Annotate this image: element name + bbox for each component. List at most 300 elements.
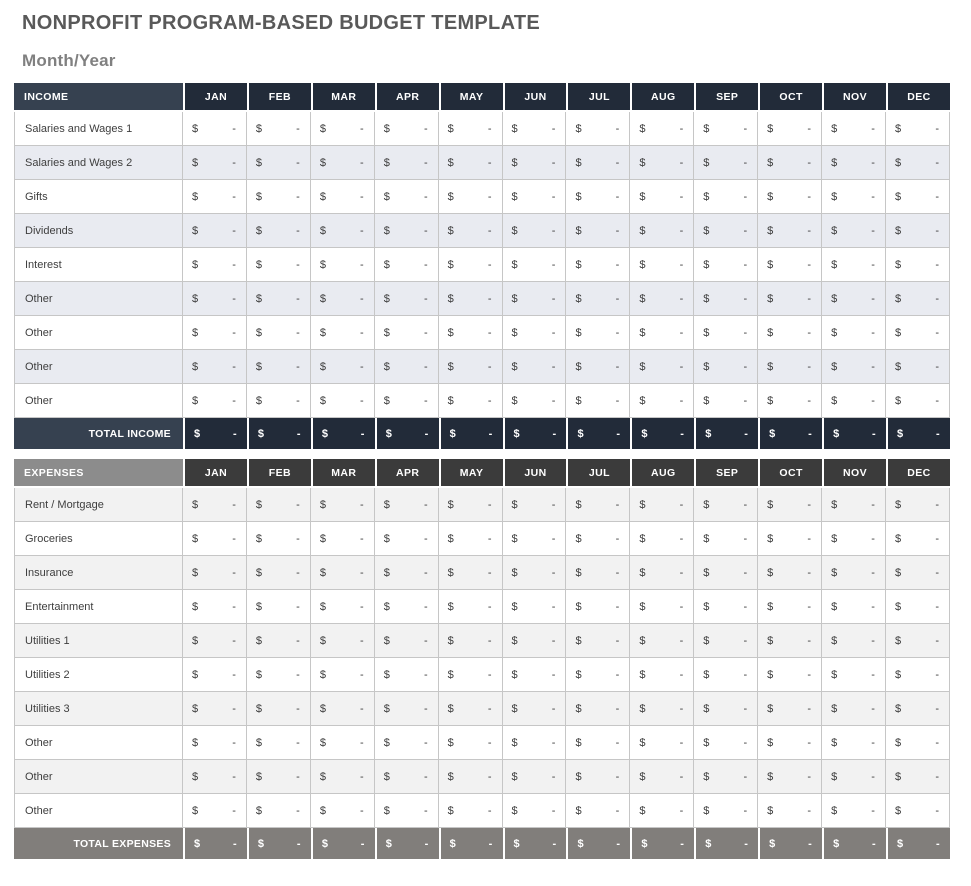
currency-symbol: $ bbox=[255, 360, 263, 373]
amount-cell-oct[interactable] bbox=[758, 726, 822, 760]
amount-cell-apr[interactable] bbox=[375, 624, 439, 658]
amount-cell-aug[interactable] bbox=[630, 112, 694, 146]
amount-cell-apr[interactable] bbox=[375, 384, 439, 418]
amount-value: - bbox=[935, 498, 939, 511]
amount-cell-dec[interactable] bbox=[886, 180, 950, 214]
amount-cell-oct[interactable] bbox=[758, 214, 822, 248]
amount-cell-feb[interactable] bbox=[247, 384, 311, 418]
amount-cell-jul[interactable] bbox=[566, 726, 630, 760]
amount-cell-dec[interactable] bbox=[886, 726, 950, 760]
amount-cell-aug[interactable] bbox=[630, 556, 694, 590]
amount-cell-jan[interactable] bbox=[183, 180, 247, 214]
amount-cell-jun[interactable] bbox=[503, 180, 567, 214]
amount-cell-nov[interactable] bbox=[822, 726, 886, 760]
currency-symbol: $ bbox=[513, 427, 520, 440]
amount-value: - bbox=[935, 190, 939, 203]
amount-cell-oct[interactable] bbox=[758, 658, 822, 692]
amount-cell-aug[interactable] bbox=[630, 248, 694, 282]
amount-value: - bbox=[807, 566, 812, 579]
amount-cell-jan[interactable] bbox=[183, 726, 247, 760]
amount-cell-sep[interactable] bbox=[694, 488, 758, 522]
amount-cell-mar[interactable] bbox=[311, 146, 375, 180]
amount-value: - bbox=[232, 394, 236, 407]
expenses-row-label: Entertainment bbox=[14, 590, 183, 624]
amount-cell-sep[interactable] bbox=[694, 590, 758, 624]
amount-cell-jan[interactable] bbox=[183, 112, 247, 146]
currency-symbol: $ bbox=[833, 427, 840, 440]
amount-cell-aug[interactable] bbox=[630, 624, 694, 658]
total-amount-cell-may bbox=[439, 828, 503, 859]
expenses-row-label: Utilities 1 bbox=[14, 624, 183, 658]
currency-symbol: $ bbox=[511, 224, 518, 237]
amount-cell-feb[interactable] bbox=[247, 760, 311, 794]
total-amount-cell-aug bbox=[630, 418, 694, 449]
amount-cell-jun[interactable] bbox=[503, 590, 567, 624]
amount-cell-oct[interactable] bbox=[758, 112, 822, 146]
amount-cell-mar[interactable] bbox=[311, 112, 375, 146]
amount-cell-feb[interactable] bbox=[247, 522, 311, 556]
amount-cell-may[interactable] bbox=[439, 726, 503, 760]
amount-cell-sep[interactable] bbox=[694, 248, 758, 282]
amount-cell-feb[interactable] bbox=[247, 248, 311, 282]
amount-cell-may[interactable] bbox=[439, 350, 503, 384]
currency-symbol: $ bbox=[255, 292, 263, 305]
amount-cell-mar[interactable] bbox=[311, 794, 375, 828]
amount-cell-apr[interactable] bbox=[375, 282, 439, 316]
amount-cell-jan[interactable] bbox=[183, 590, 247, 624]
amount-cell-aug[interactable] bbox=[630, 794, 694, 828]
amount-cell-oct[interactable] bbox=[758, 282, 822, 316]
amount-cell-oct[interactable] bbox=[758, 760, 822, 794]
amount-cell-jul[interactable] bbox=[566, 692, 630, 726]
currency-symbol: $ bbox=[447, 258, 454, 271]
currency-symbol: $ bbox=[447, 770, 454, 783]
amount-cell-jan[interactable] bbox=[183, 146, 247, 180]
amount-cell-aug[interactable] bbox=[630, 692, 694, 726]
amount-cell-aug[interactable] bbox=[630, 488, 694, 522]
amount-cell-jun[interactable] bbox=[503, 760, 567, 794]
amount-cell-sep[interactable] bbox=[694, 726, 758, 760]
currency-symbol: $ bbox=[831, 498, 838, 511]
amount-cell-may[interactable] bbox=[439, 760, 503, 794]
amount-cell-mar[interactable] bbox=[311, 522, 375, 556]
amount-cell-jan[interactable] bbox=[183, 658, 247, 692]
amount-cell-may[interactable] bbox=[439, 692, 503, 726]
amount-cell-aug[interactable] bbox=[630, 180, 694, 214]
amount-cell-apr[interactable] bbox=[375, 488, 439, 522]
amount-cell-apr[interactable] bbox=[375, 180, 439, 214]
amount-cell-feb[interactable] bbox=[247, 316, 311, 350]
amount-cell-feb[interactable] bbox=[247, 180, 311, 214]
amount-cell-jan[interactable] bbox=[183, 350, 247, 384]
amount-cell-sep[interactable] bbox=[694, 282, 758, 316]
amount-cell-dec[interactable] bbox=[886, 556, 950, 590]
amount-cell-jun[interactable] bbox=[503, 692, 567, 726]
amount-cell-dec[interactable] bbox=[886, 624, 950, 658]
amount-cell-mar[interactable] bbox=[311, 488, 375, 522]
amount-cell-aug[interactable] bbox=[630, 384, 694, 418]
amount-cell-jul[interactable] bbox=[566, 760, 630, 794]
amount-cell-sep[interactable] bbox=[694, 794, 758, 828]
amount-value: - bbox=[615, 122, 620, 135]
amount-cell-aug[interactable] bbox=[630, 282, 694, 316]
amount-cell-jul[interactable] bbox=[566, 794, 630, 828]
currency-symbol: $ bbox=[321, 837, 329, 850]
amount-value: - bbox=[487, 190, 492, 203]
amount-cell-nov[interactable] bbox=[822, 488, 886, 522]
amount-cell-mar[interactable] bbox=[311, 624, 375, 658]
amount-cell-apr[interactable] bbox=[375, 146, 439, 180]
amount-cell-apr[interactable] bbox=[375, 556, 439, 590]
amount-cell-apr[interactable] bbox=[375, 760, 439, 794]
amount-cell-dec[interactable] bbox=[886, 384, 950, 418]
amount-value: - bbox=[487, 360, 492, 373]
amount-cell-jun[interactable] bbox=[503, 726, 567, 760]
amount-cell-sep[interactable] bbox=[694, 384, 758, 418]
amount-cell-may[interactable] bbox=[439, 214, 503, 248]
amount-cell-oct[interactable] bbox=[758, 146, 822, 180]
amount-cell-dec[interactable] bbox=[886, 112, 950, 146]
amount-value: - bbox=[871, 702, 875, 715]
amount-value: - bbox=[935, 156, 939, 169]
amount-cell-nov[interactable] bbox=[822, 214, 886, 248]
currency-symbol: $ bbox=[703, 702, 710, 715]
amount-cell-may[interactable] bbox=[439, 488, 503, 522]
amount-cell-nov[interactable] bbox=[822, 760, 886, 794]
amount-cell-dec[interactable] bbox=[886, 590, 950, 624]
amount-cell-jun[interactable] bbox=[503, 350, 567, 384]
amount-value: - bbox=[679, 224, 684, 237]
amount-cell-nov[interactable] bbox=[822, 248, 886, 282]
amount-cell-jul[interactable] bbox=[566, 556, 630, 590]
amount-cell-nov[interactable] bbox=[822, 794, 886, 828]
amount-cell-jan[interactable] bbox=[183, 556, 247, 590]
amount-value: - bbox=[871, 566, 875, 579]
currency-symbol: $ bbox=[894, 702, 902, 715]
amount-cell-may[interactable] bbox=[439, 384, 503, 418]
amount-cell-sep[interactable] bbox=[694, 556, 758, 590]
currency-symbol: $ bbox=[894, 258, 902, 271]
amount-cell-jun[interactable] bbox=[503, 624, 567, 658]
currency-symbol: $ bbox=[575, 770, 582, 783]
amount-cell-feb[interactable] bbox=[247, 214, 311, 248]
amount-cell-jul[interactable] bbox=[566, 384, 630, 418]
month-header-sep: SEP bbox=[694, 459, 758, 488]
amount-cell-jun[interactable] bbox=[503, 488, 567, 522]
currency-symbol: $ bbox=[192, 804, 199, 817]
amount-cell-aug[interactable] bbox=[630, 658, 694, 692]
amount-cell-dec[interactable] bbox=[886, 282, 950, 316]
amount-cell-aug[interactable] bbox=[630, 214, 694, 248]
amount-cell-jun[interactable] bbox=[503, 556, 567, 590]
amount-value: - bbox=[551, 394, 556, 407]
amount-cell-may[interactable] bbox=[439, 658, 503, 692]
amount-cell-dec[interactable] bbox=[886, 522, 950, 556]
amount-cell-dec[interactable] bbox=[886, 316, 950, 350]
amount-cell-nov[interactable] bbox=[822, 350, 886, 384]
amount-value: - bbox=[743, 634, 748, 647]
total-amount-cell-feb bbox=[247, 418, 311, 449]
amount-cell-jun[interactable] bbox=[503, 282, 567, 316]
currency-symbol: $ bbox=[575, 702, 582, 715]
amount-cell-feb[interactable] bbox=[247, 146, 311, 180]
income-total-label: TOTAL INCOME bbox=[14, 418, 183, 449]
amount-cell-nov[interactable] bbox=[822, 180, 886, 214]
amount-cell-jul[interactable] bbox=[566, 214, 630, 248]
amount-cell-jul[interactable] bbox=[566, 488, 630, 522]
amount-cell-may[interactable] bbox=[439, 282, 503, 316]
amount-value: - bbox=[296, 837, 301, 850]
amount-value: - bbox=[423, 634, 428, 647]
amount-cell-may[interactable] bbox=[439, 522, 503, 556]
amount-cell-mar[interactable] bbox=[311, 282, 375, 316]
amount-value: - bbox=[487, 736, 492, 749]
amount-cell-mar[interactable] bbox=[311, 248, 375, 282]
amount-cell-oct[interactable] bbox=[758, 384, 822, 418]
amount-value: - bbox=[807, 224, 812, 237]
amount-cell-mar[interactable] bbox=[311, 556, 375, 590]
amount-cell-apr[interactable] bbox=[375, 214, 439, 248]
amount-cell-may[interactable] bbox=[439, 590, 503, 624]
income-row bbox=[14, 112, 950, 146]
amount-cell-apr[interactable] bbox=[375, 522, 439, 556]
amount-cell-feb[interactable] bbox=[247, 350, 311, 384]
amount-cell-apr[interactable] bbox=[375, 692, 439, 726]
currency-symbol: $ bbox=[831, 360, 838, 373]
amount-cell-mar[interactable] bbox=[311, 760, 375, 794]
amount-cell-nov[interactable] bbox=[822, 692, 886, 726]
amount-cell-feb[interactable] bbox=[247, 624, 311, 658]
amount-cell-sep[interactable] bbox=[694, 316, 758, 350]
amount-cell-sep[interactable] bbox=[694, 214, 758, 248]
expenses-row-label: Utilities 2 bbox=[14, 658, 183, 692]
amount-cell-may[interactable] bbox=[439, 556, 503, 590]
amount-cell-mar[interactable] bbox=[311, 726, 375, 760]
currency-symbol: $ bbox=[447, 498, 454, 511]
currency-symbol: $ bbox=[319, 394, 326, 407]
amount-cell-jan[interactable] bbox=[183, 522, 247, 556]
amount-value: - bbox=[615, 224, 620, 237]
amount-value: - bbox=[935, 292, 939, 305]
currency-symbol: $ bbox=[639, 702, 646, 715]
amount-cell-sep[interactable] bbox=[694, 180, 758, 214]
amount-cell-jul[interactable] bbox=[566, 282, 630, 316]
amount-cell-oct[interactable] bbox=[758, 350, 822, 384]
amount-cell-jan[interactable] bbox=[183, 624, 247, 658]
amount-cell-jul[interactable] bbox=[566, 180, 630, 214]
amount-cell-feb[interactable] bbox=[247, 112, 311, 146]
income-row bbox=[14, 146, 950, 180]
amount-cell-oct[interactable] bbox=[758, 624, 822, 658]
currency-symbol: $ bbox=[639, 668, 646, 681]
amount-cell-mar[interactable] bbox=[311, 350, 375, 384]
amount-cell-nov[interactable] bbox=[822, 522, 886, 556]
amount-value: - bbox=[296, 770, 300, 783]
amount-cell-jun[interactable] bbox=[503, 214, 567, 248]
amount-cell-aug[interactable] bbox=[630, 146, 694, 180]
currency-symbol: $ bbox=[194, 427, 201, 440]
amount-cell-jul[interactable] bbox=[566, 350, 630, 384]
amount-cell-jul[interactable] bbox=[566, 624, 630, 658]
amount-cell-mar[interactable] bbox=[311, 180, 375, 214]
currency-symbol: $ bbox=[447, 702, 454, 715]
amount-cell-feb[interactable] bbox=[247, 488, 311, 522]
amount-cell-sep[interactable] bbox=[694, 624, 758, 658]
amount-cell-aug[interactable] bbox=[630, 522, 694, 556]
amount-cell-nov[interactable] bbox=[822, 112, 886, 146]
amount-cell-feb[interactable] bbox=[247, 658, 311, 692]
amount-cell-jan[interactable] bbox=[183, 248, 247, 282]
amount-cell-jul[interactable] bbox=[566, 112, 630, 146]
currency-symbol: $ bbox=[255, 600, 263, 613]
amount-cell-may[interactable] bbox=[439, 316, 503, 350]
amount-cell-nov[interactable] bbox=[822, 556, 886, 590]
amount-cell-jan[interactable] bbox=[183, 384, 247, 418]
amount-cell-feb[interactable] bbox=[247, 794, 311, 828]
amount-cell-jun[interactable] bbox=[503, 522, 567, 556]
amount-cell-oct[interactable] bbox=[758, 692, 822, 726]
currency-symbol: $ bbox=[255, 702, 263, 715]
amount-cell-aug[interactable] bbox=[630, 350, 694, 384]
amount-cell-apr[interactable] bbox=[375, 726, 439, 760]
amount-cell-apr[interactable] bbox=[375, 350, 439, 384]
amount-cell-jul[interactable] bbox=[566, 590, 630, 624]
amount-cell-mar[interactable] bbox=[311, 384, 375, 418]
amount-cell-feb[interactable] bbox=[247, 726, 311, 760]
amount-value: - bbox=[743, 224, 748, 237]
amount-cell-jan[interactable] bbox=[183, 214, 247, 248]
currency-symbol: $ bbox=[511, 498, 518, 511]
amount-cell-oct[interactable] bbox=[758, 248, 822, 282]
amount-cell-aug[interactable] bbox=[630, 760, 694, 794]
amount-cell-oct[interactable] bbox=[758, 794, 822, 828]
amount-cell-dec[interactable] bbox=[886, 692, 950, 726]
amount-cell-jun[interactable] bbox=[503, 146, 567, 180]
amount-cell-jun[interactable] bbox=[503, 384, 567, 418]
amount-cell-oct[interactable] bbox=[758, 488, 822, 522]
amount-value: - bbox=[232, 837, 237, 850]
amount-value: - bbox=[232, 702, 236, 715]
amount-cell-jan[interactable] bbox=[183, 794, 247, 828]
amount-cell-sep[interactable] bbox=[694, 760, 758, 794]
amount-cell-nov[interactable] bbox=[822, 590, 886, 624]
amount-cell-oct[interactable] bbox=[758, 522, 822, 556]
amount-cell-apr[interactable] bbox=[375, 794, 439, 828]
amount-cell-feb[interactable] bbox=[247, 590, 311, 624]
amount-cell-oct[interactable] bbox=[758, 316, 822, 350]
amount-cell-sep[interactable] bbox=[694, 658, 758, 692]
amount-cell-apr[interactable] bbox=[375, 658, 439, 692]
amount-cell-feb[interactable] bbox=[247, 692, 311, 726]
amount-cell-apr[interactable] bbox=[375, 112, 439, 146]
currency-symbol: $ bbox=[575, 804, 582, 817]
amount-cell-oct[interactable] bbox=[758, 180, 822, 214]
amount-cell-sep[interactable] bbox=[694, 692, 758, 726]
amount-cell-mar[interactable] bbox=[311, 214, 375, 248]
amount-cell-jun[interactable] bbox=[503, 316, 567, 350]
amount-cell-jan[interactable] bbox=[183, 760, 247, 794]
amount-cell-apr[interactable] bbox=[375, 590, 439, 624]
amount-cell-feb[interactable] bbox=[247, 282, 311, 316]
amount-value: - bbox=[488, 837, 493, 850]
amount-cell-sep[interactable] bbox=[694, 522, 758, 556]
amount-cell-mar[interactable] bbox=[311, 316, 375, 350]
amount-cell-sep[interactable] bbox=[694, 146, 758, 180]
amount-cell-dec[interactable] bbox=[886, 350, 950, 384]
currency-symbol: $ bbox=[447, 156, 454, 169]
amount-cell-may[interactable] bbox=[439, 146, 503, 180]
currency-symbol: $ bbox=[894, 736, 902, 749]
amount-value: - bbox=[296, 258, 300, 271]
amount-cell-aug[interactable] bbox=[630, 590, 694, 624]
amount-cell-dec[interactable] bbox=[886, 760, 950, 794]
amount-cell-jun[interactable] bbox=[503, 658, 567, 692]
amount-cell-jul[interactable] bbox=[566, 658, 630, 692]
amount-cell-jan[interactable] bbox=[183, 282, 247, 316]
currency-symbol: $ bbox=[319, 156, 326, 169]
amount-cell-dec[interactable] bbox=[886, 794, 950, 828]
amount-cell-oct[interactable] bbox=[758, 590, 822, 624]
amount-cell-may[interactable] bbox=[439, 180, 503, 214]
amount-cell-may[interactable] bbox=[439, 112, 503, 146]
amount-cell-dec[interactable] bbox=[886, 146, 950, 180]
amount-cell-jan[interactable] bbox=[183, 316, 247, 350]
amount-cell-dec[interactable] bbox=[886, 488, 950, 522]
amount-cell-aug[interactable] bbox=[630, 316, 694, 350]
amount-cell-may[interactable] bbox=[439, 794, 503, 828]
amount-cell-nov[interactable] bbox=[822, 282, 886, 316]
amount-cell-oct[interactable] bbox=[758, 556, 822, 590]
currency-symbol: $ bbox=[639, 532, 646, 545]
amount-cell-jul[interactable] bbox=[566, 248, 630, 282]
amount-cell-may[interactable] bbox=[439, 248, 503, 282]
amount-cell-jun[interactable] bbox=[503, 112, 567, 146]
amount-cell-sep[interactable] bbox=[694, 350, 758, 384]
amount-cell-nov[interactable] bbox=[822, 316, 886, 350]
currency-symbol: $ bbox=[703, 292, 710, 305]
amount-cell-jun[interactable] bbox=[503, 248, 567, 282]
amount-cell-nov[interactable] bbox=[822, 658, 886, 692]
amount-cell-apr[interactable] bbox=[375, 248, 439, 282]
amount-cell-jul[interactable] bbox=[566, 522, 630, 556]
amount-value: - bbox=[360, 326, 364, 339]
page-title: NONPROFIT PROGRAM-BASED BUDGET TEMPLATE bbox=[22, 12, 540, 34]
amount-cell-jul[interactable] bbox=[566, 146, 630, 180]
amount-cell-nov[interactable] bbox=[822, 146, 886, 180]
amount-cell-mar[interactable] bbox=[311, 658, 375, 692]
amount-cell-dec[interactable] bbox=[886, 214, 950, 248]
amount-cell-sep[interactable] bbox=[694, 112, 758, 146]
amount-cell-aug[interactable] bbox=[630, 726, 694, 760]
amount-cell-mar[interactable] bbox=[311, 590, 375, 624]
amount-value: - bbox=[808, 427, 813, 440]
amount-cell-feb[interactable] bbox=[247, 556, 311, 590]
amount-value: - bbox=[615, 804, 620, 817]
currency-symbol: $ bbox=[383, 804, 390, 817]
amount-cell-jan[interactable] bbox=[183, 692, 247, 726]
amount-cell-jan[interactable] bbox=[183, 488, 247, 522]
amount-cell-dec[interactable] bbox=[886, 248, 950, 282]
amount-cell-may[interactable] bbox=[439, 624, 503, 658]
amount-cell-nov[interactable] bbox=[822, 384, 886, 418]
amount-cell-dec[interactable] bbox=[886, 658, 950, 692]
amount-value: - bbox=[743, 394, 748, 407]
amount-cell-jun[interactable] bbox=[503, 794, 567, 828]
amount-cell-nov[interactable] bbox=[822, 624, 886, 658]
amount-cell-mar[interactable] bbox=[311, 692, 375, 726]
amount-cell-jul[interactable] bbox=[566, 316, 630, 350]
amount-cell-apr[interactable] bbox=[375, 316, 439, 350]
